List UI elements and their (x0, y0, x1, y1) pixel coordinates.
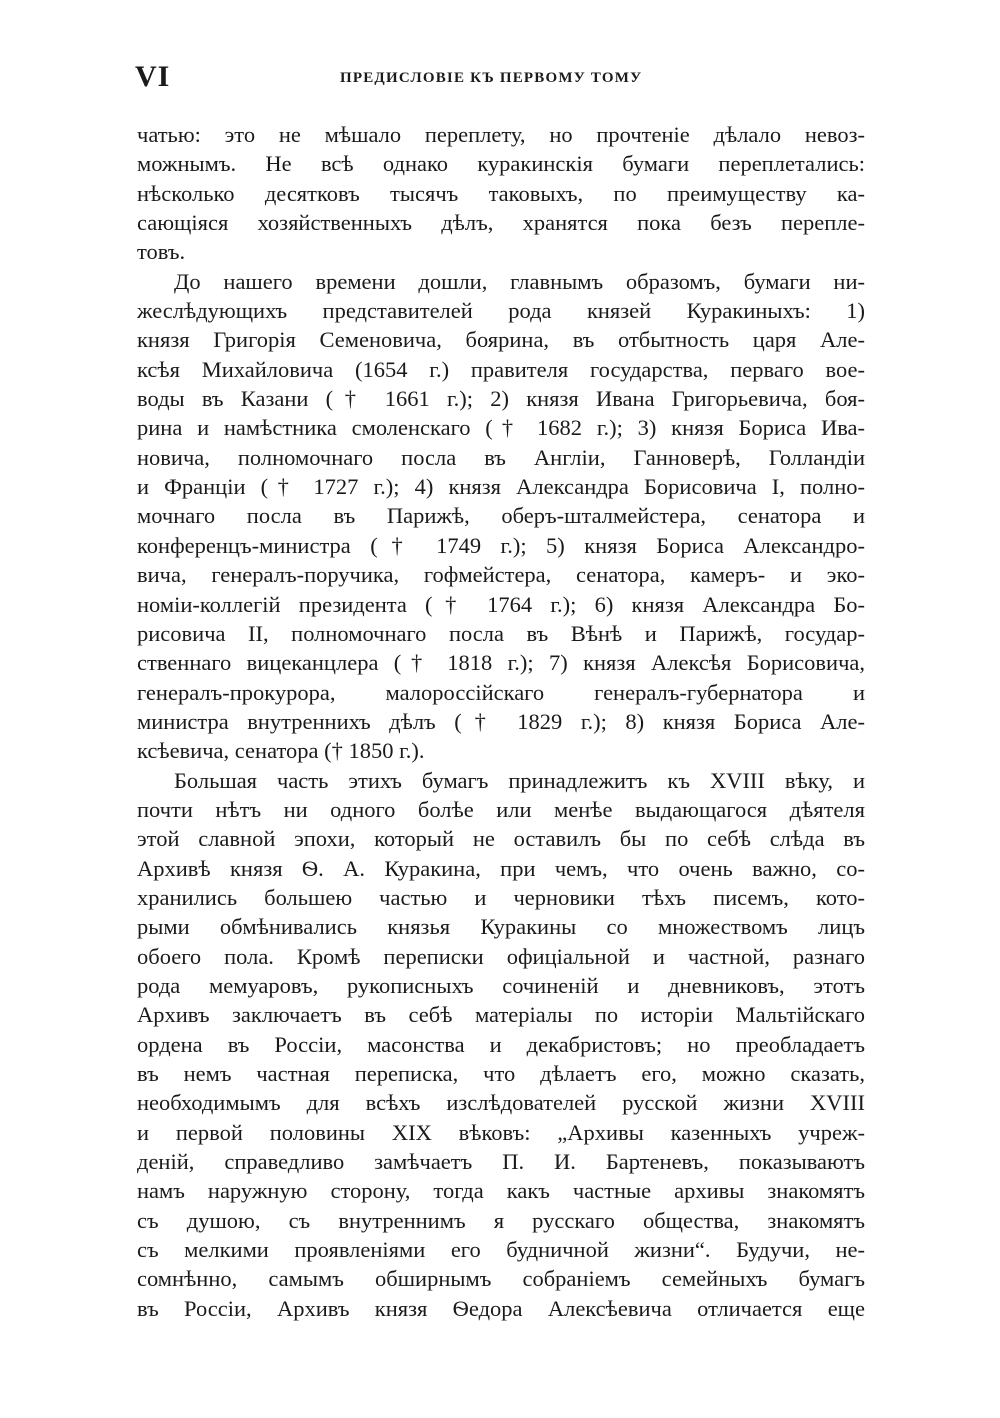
text-line: можнымъ. Не всѣ однако куракинскія бумаги переплетались: (137, 151, 865, 177)
text-line: рода мемуаровъ, рукописныхъ сочиненій и дневниковъ, этотъ (137, 972, 865, 998)
text-line: министра внутреннихъ дѣлъ († 1829 г.); 8) князя Бориса Але- (137, 708, 865, 734)
text-line: чатью: это не мѣшало переплету, но прочтеніе дѣлало невоз- (137, 122, 865, 147)
text-line: этой славной эпохи, который не оставилъ бы по себѣ слѣда въ (137, 826, 865, 852)
running-title: ПРЕДИСЛОВІЕ КЪ ПЕРВОМУ ТОМУ (340, 70, 643, 86)
text-line: ордена въ Россіи, масонства и декабристовъ; но преобладаетъ (137, 1031, 865, 1057)
text-line: рина и намѣстника смоленскаго († 1682 г.); 3) князя Бориса Ива- (137, 415, 865, 441)
text-line: сающіяся хозяйственныхъ дѣлъ, хранятся пока безъ перепле- (137, 210, 865, 236)
text-line: рисовича II, полномочнаго посла въ Вѣнѣ и Парижѣ, государ- (137, 620, 865, 646)
text-line: генералъ-прокурора, малороссійскаго генералъ-губернатора и (137, 679, 865, 705)
text-line: и первой половины XIX вѣковъ: „Архивы казенныхъ учреж- (137, 1119, 865, 1145)
text-line: Архивъ заключаетъ въ себѣ матеріалы по исторіи Мальтійскаго (137, 1002, 865, 1028)
text-line: съ душою, съ внутреннимъ я русскаго общества, знакомятъ (137, 1207, 865, 1233)
text-line: новича, полномочнаго посла въ Англіи, Ганноверѣ, Голландіи (137, 444, 865, 470)
text-line: конференцъ-министра († 1749 г.); 5) князя Бориса Александро- (137, 532, 865, 558)
text-line: князя Григорія Семеновича, боярина, въ отбытность царя Але- (137, 327, 865, 353)
text-line: мочнаго посла въ Парижѣ, оберъ-шталмейстера, сенатора и (137, 503, 865, 529)
paragraph-first-line: Большая часть этихъ бумагъ принадлежитъ къ XVIII вѣку, и (174, 767, 865, 793)
text-line: ксѣя Михайловича (1654 г.) правителя государства, перваго вое- (137, 356, 865, 382)
body-text (137, 120, 865, 1323)
text-line: въ немъ частная переписка, что дѣлаетъ его, можно сказать, (137, 1061, 865, 1086)
text-line: почти нѣтъ ни одного болѣе или менѣе выдающагося дѣятеля (137, 796, 865, 822)
text-line: обоего пола. Кромѣ переписки офиціальной и частной, разнаго (137, 943, 865, 969)
text-line: номіи-коллегій президента († 1764 г.); 6) князя Александра Бо- (137, 591, 865, 617)
text-line: рыми обмѣнивались князья Куракины со множествомъ лицъ (137, 914, 865, 940)
text-line: деній, справедливо замѣчаетъ П. И. Бартеневъ, показываютъ (137, 1149, 865, 1175)
text-line: воды въ Казани († 1661 г.); 2) князя Ивана Григорьевича, боя- (137, 386, 865, 412)
text-line: ственнаго вицеканцлера († 1818 г.); 7) князя Алексѣя Борисовича, (137, 650, 865, 676)
text-line: необходимымъ для всѣхъ изслѣдователей русской жизни XVIII (137, 1090, 865, 1116)
text-line: жеслѣдующихъ представителей рода князей Куракиныхъ: 1) (137, 298, 865, 324)
text-line: Архивѣ князя Ѳ. А. Куракина, при чемъ, что очень важно, со- (137, 855, 865, 881)
text-line: вича, генералъ-поручика, гофмейстера, сенатора, камеръ- и эко- (137, 562, 865, 588)
page-number: VI (135, 60, 171, 93)
text-line: товъ. (137, 239, 186, 265)
text-line: въ Россіи, Архивъ князя Ѳедора Алексѣевича отличается еще (137, 1295, 865, 1321)
text-line: намъ наружную сторону, тогда какъ частные архивы знакомятъ (137, 1178, 865, 1204)
text-line: сомнѣнно, самымъ обширнымъ собраніемъ семейныхъ бумагъ (137, 1266, 865, 1292)
text-line: хранились большею частью и черновики тѣхъ писемъ, кото- (137, 884, 865, 910)
running-head (135, 60, 865, 100)
text-line: ксѣевича, сенатора († 1850 г.). (137, 738, 425, 764)
text-line: и Франціи († 1727 г.); 4) князя Александра Борисовича I, полно- (137, 474, 865, 500)
paragraph-first-line: До нашего времени дошли, главнымъ образомъ, бумаги ни- (174, 268, 865, 294)
text-line: нѣсколько десятковъ тысячъ таковыхъ, по преимуществу ка- (137, 180, 865, 206)
text-line: съ мелкими проявленіями его будничной жизни“. Будучи, не- (137, 1237, 865, 1263)
